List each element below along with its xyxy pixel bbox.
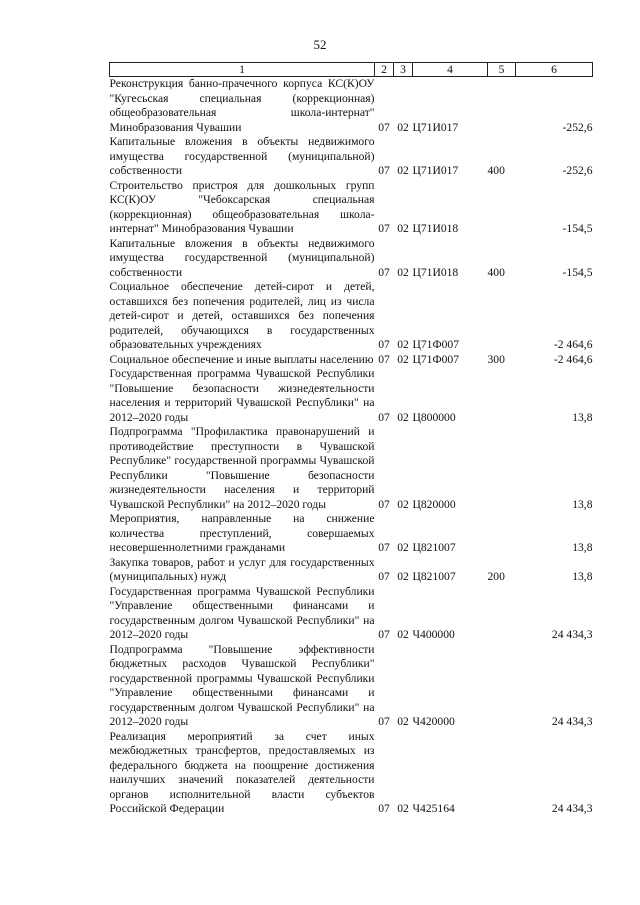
row-section: 07 [378, 410, 390, 424]
row-section: 07 [378, 338, 390, 351]
row-section: 07 [378, 628, 390, 641]
budget-table [109, 62, 593, 817]
table-row [110, 425, 593, 512]
row-expense-type: 400 [487, 265, 505, 279]
row-section: 07 [378, 265, 390, 279]
row-amount: 13,8 [572, 570, 593, 583]
row-name: Реализация мероприятий за счет иных межбюджетных трансфертов, предоставляемых из федерального бюджета на поощрение достижения наилучших значений показателей деятельности органов исполнительной власти субъектов Российской Федерации [109, 729, 375, 815]
row-section: 07 [378, 120, 390, 134]
row-amount: -252,6 [562, 120, 593, 134]
row-section: 07 [378, 802, 390, 815]
row-subsection: 02 [397, 497, 409, 511]
header-col-4: 4 [413, 63, 488, 77]
row-amount: -154,5 [562, 222, 593, 235]
row-expense-type [488, 512, 516, 556]
table-row [110, 77, 593, 136]
row-target-article: Ч400000 [412, 628, 455, 641]
row-target-article: Ц821007 [412, 570, 456, 583]
row-expense-type [488, 280, 516, 353]
row-amount: -252,6 [562, 164, 593, 177]
row-target-article: Ц71И018 [412, 265, 459, 279]
row-section: 07 [378, 164, 390, 177]
row-amount: 24 434,3 [551, 715, 593, 728]
row-expense-type [488, 77, 516, 136]
table-row [110, 730, 593, 817]
row-subsection: 02 [397, 222, 409, 235]
row-subsection: 02 [397, 541, 409, 554]
row-name: Строительство пристроя для дошкольных групп КС(К)ОУ "Чебоксарская специальная (коррекционная) общеобразовательная школа-интернат" Минобразования Чувашии [109, 178, 375, 235]
row-name: Закупка товаров, работ и услуг для государственных (муниципальных) нужд [109, 555, 375, 583]
row-section: 07 [378, 352, 390, 366]
row-section: 07 [378, 570, 390, 583]
row-target-article: Ц71Ф007 [412, 338, 460, 351]
row-amount: -2 464,6 [553, 352, 593, 366]
row-name: Социальное обеспечение детей-сирот и детей, оставшихся без попечения родителей, лиц из числа детей-сирот и детей, оставшихся без попечения родителей, обучающихся в государственных образовательных учреждениях [109, 280, 375, 351]
row-target-article: Ч425164 [412, 802, 455, 815]
row-subsection: 02 [397, 802, 409, 815]
header-col-2: 2 [375, 63, 394, 77]
table-row [110, 643, 593, 730]
row-subsection: 02 [397, 410, 409, 424]
row-section: 07 [378, 715, 390, 728]
header-col-1: 1 [110, 63, 375, 77]
page-number: 52 [313, 37, 327, 52]
row-section: 07 [378, 541, 390, 554]
row-expense-type [488, 179, 516, 237]
row-section: 07 [378, 497, 390, 511]
row-amount: 24 434,3 [551, 802, 593, 815]
row-subsection: 02 [397, 352, 409, 366]
row-expense-type [488, 730, 516, 817]
row-subsection: 02 [397, 628, 409, 641]
row-name: Мероприятия, направленные на снижение количества преступлений, совершаемых несовершеннолетними гражданами [109, 512, 375, 554]
row-target-article: Ц71И018 [412, 222, 459, 235]
table-row [110, 237, 593, 281]
header-col-6: 6 [516, 63, 593, 77]
row-name: Государственная программа Чувашской Республики "Повышение безопасности жизнедеятельности населения и территорий Чувашской Республики" на 2012–2020 годы [109, 367, 375, 424]
row-expense-type [488, 367, 516, 425]
table-row [110, 367, 593, 425]
table-row [110, 556, 593, 585]
row-amount: -154,5 [562, 265, 593, 279]
row-name: Капитальные вложения в объекты недвижимого имущества государственной (муниципальной) собственности [109, 236, 375, 279]
table-row [110, 585, 593, 643]
row-name: Социальное обеспечение и иные выплаты населению [109, 352, 374, 366]
row-amount: 13,8 [572, 541, 593, 554]
row-name: Капитальные вложения в объекты недвижимого имущества государственной (муниципальной) собственности [109, 135, 375, 177]
row-name: Подпрограмма "Профилактика правонарушений и противодействие преступности в Чувашской Республике" государственной программы Чувашской Республики "Повышение безопасности жизнедеятельности населения и территорий Чувашской Республики" на 2012–2020 годы [109, 425, 375, 511]
row-amount: 13,8 [572, 497, 593, 511]
table-row [110, 135, 593, 179]
row-target-article: Ц71Ф007 [412, 352, 460, 366]
row-subsection: 02 [397, 265, 409, 279]
row-expense-type: 400 [487, 164, 505, 177]
row-name: Реконструкция банно-прачечного корпуса КС(К)ОУ "Кугесьская специальная (коррекционная) общеобразовательная школа-интернат" Минобразования Чувашии [109, 77, 375, 134]
row-subsection: 02 [397, 120, 409, 134]
table-row [110, 353, 593, 368]
table-row [110, 512, 593, 556]
row-target-article: Ц71И017 [412, 120, 459, 134]
row-target-article: Ц800000 [412, 410, 456, 424]
row-amount: 24 434,3 [551, 628, 593, 641]
row-subsection: 02 [397, 570, 409, 583]
row-amount: -2 464,6 [553, 338, 593, 351]
table-row [110, 179, 593, 237]
header-col-3: 3 [394, 63, 413, 77]
row-expense-type [488, 643, 516, 730]
header-col-5: 5 [488, 63, 516, 77]
row-expense-type: 200 [487, 570, 505, 583]
row-expense-type [488, 585, 516, 643]
row-target-article: Ч420000 [412, 715, 455, 728]
row-section: 07 [378, 222, 390, 235]
row-expense-type: 300 [487, 352, 505, 366]
row-subsection: 02 [397, 715, 409, 728]
row-name: Государственная программа Чувашской Республики "Управление общественными финансами и государственным долгом Чувашской Республики" на 2012–2020 годы [109, 584, 375, 641]
row-subsection: 02 [397, 164, 409, 177]
row-amount: 13,8 [572, 410, 593, 424]
row-subsection: 02 [397, 338, 409, 351]
row-target-article: Ц71И017 [412, 164, 459, 177]
table-row [110, 280, 593, 353]
row-target-article: Ц821007 [412, 541, 456, 554]
row-expense-type [488, 425, 516, 512]
row-name: Подпрограмма "Повышение эффективности бюджетных расходов Чувашской Республики" государственной программы Чувашской Республики "Управление общественными финансами и государственным долгом Чувашской Республики" на 2012–2020 годы [109, 642, 375, 728]
header-row [110, 63, 593, 77]
row-target-article: Ц820000 [412, 497, 456, 511]
